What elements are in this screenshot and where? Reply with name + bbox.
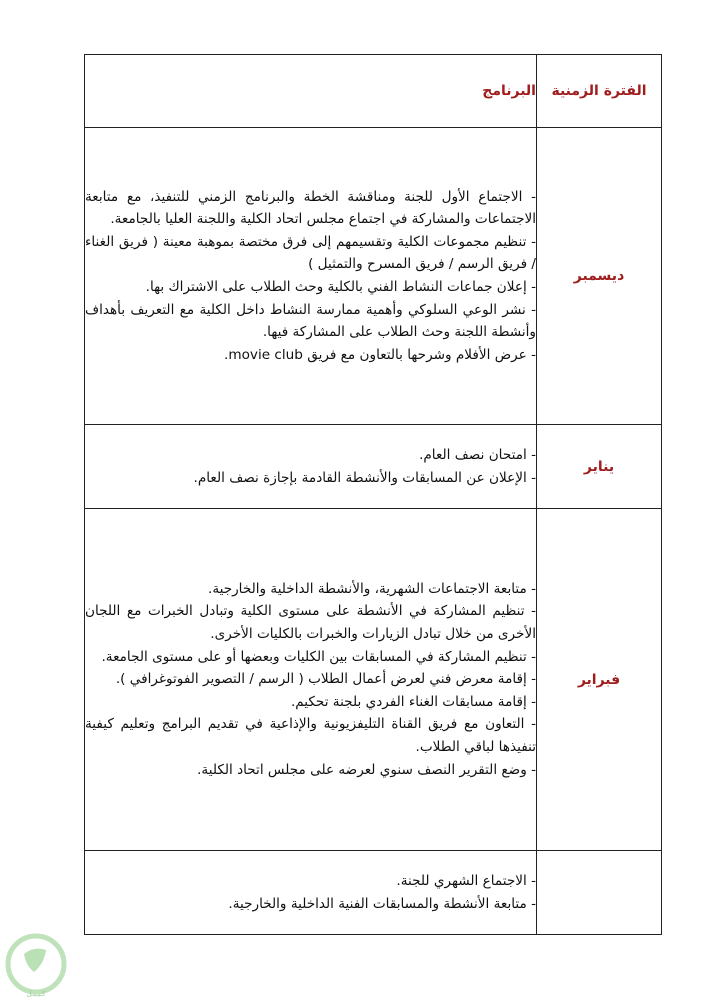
program-item: - نشر الوعي السلوكي وأهمية ممارسة النشاط داخل الكلية مع التعريف بأهداف وأنشطة اللجنة وحث الطلاب على المشاركة فيها. [85, 301, 536, 341]
program-item: - إقامة مسابقات الغناء الفردي بلجنة تحكيم. [290, 693, 536, 710]
header-period: الفترة الزمنية [537, 55, 662, 128]
program-february [85, 509, 537, 851]
program-item: - تنظيم مجموعات الكلية وتقسيمهم إلى فرق مختصة بموهبة معينة ( فريق الغناء / فريق الرسم / فريق المسرح والتمثيل ) [85, 233, 536, 273]
program-item: - تنظيم المشاركة في المسابقات بين الكليات وبعضها أو على مستوى الجامعة. [101, 648, 536, 665]
program-january [85, 425, 537, 509]
program-item: - متابعة الأنشطة والمسابقات الفنية الداخلية والخارجية. [228, 895, 536, 912]
table-row [85, 851, 662, 935]
watermark-text: كـيـبـل [26, 990, 46, 998]
month-december: ديسمبر [537, 128, 662, 425]
program-item: - الاجتماع الأول للجنة ومناقشة الخطة والبرنامج الزمني للتنفيذ، مع متابعة الاجتماعات والمشاركة في اجتماع مجلس اتحاد الكلية واللجنة العليا بالجامعة. [85, 188, 536, 228]
program-item: - إعلان جماعات النشاط الفني بالكلية وحث الطلاب على الاشتراك بها. [145, 279, 536, 295]
program-item: - وضع التقرير النصف سنوي لعرضه على مجلس اتحاد الكلية. [197, 761, 536, 778]
program-december [85, 128, 537, 425]
table-row [85, 509, 662, 851]
header-program: البرنامج [85, 55, 537, 128]
schedule-table [84, 54, 662, 935]
program-item: - تنظيم المشاركة في الأنشطة على مستوى الكلية وتبادل الخبرات مع اللجان الأخرى من خلال تبادل الزيارات والخبرات بالكليات الأخرى. [85, 603, 536, 643]
program-item: - متابعة الاجتماعات الشهرية، والأنشطة الداخلية والخارجية. [208, 580, 536, 597]
table-header-row [85, 55, 662, 128]
program-item: - التعاون مع فريق القناة التليفزيونية والإذاعية في تقديم البرامج وتعليم كيفية تنفيذها لباقي الطلاب. [85, 716, 536, 755]
table-row [85, 425, 662, 509]
program-item: - الإعلان عن المسابقات والأنشطة القادمة بإجازة نصف العام. [193, 469, 536, 486]
table-row [85, 128, 662, 425]
program-item: - امتحان نصف العام. [419, 446, 536, 463]
watermark-logo [0, 932, 72, 1000]
program-item: - الاجتماع الشهري للجنة. [396, 872, 536, 889]
month-january: يناير [537, 425, 662, 509]
leaf-icon [24, 949, 46, 972]
program-last [85, 851, 537, 935]
month-unnamed [537, 851, 662, 935]
program-item: - إقامة معرض فني لعرض أعمال الطلاب ( الرسم / التصوير الفوتوغرافي ). [115, 671, 536, 688]
program-item: - عرض الأفلام وشرحها بالتعاون مع فريق movie club. [224, 346, 536, 363]
month-february: فبراير [537, 509, 662, 851]
